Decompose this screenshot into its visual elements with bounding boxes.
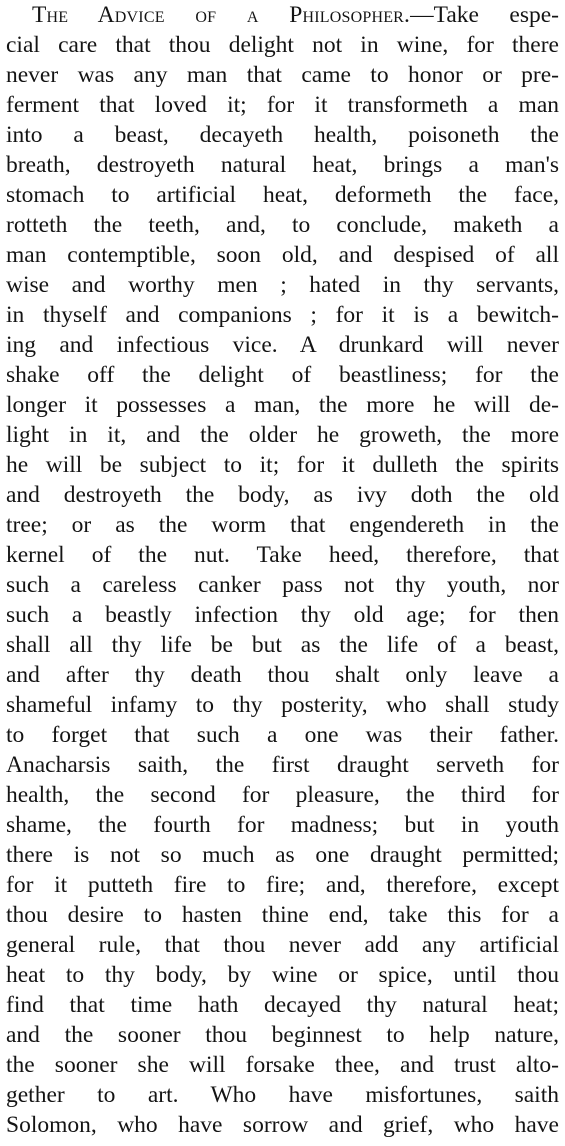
text-line-7: stomach to artificial heat, deformeth the face,	[6, 182, 559, 208]
document-page	[6, 0, 559, 1146]
text-line-15: light in it, and the older he groweth, the more	[6, 422, 559, 448]
article-heading: The Advice of a Philosopher.	[32, 2, 411, 28]
text-line-27: health, the second for pleasure, the third for	[6, 782, 559, 808]
text-line-2: cial care that thou delight not in wine, for there	[6, 32, 559, 58]
text-line-24: shameful infamy to thy posterity, who shall study	[6, 692, 559, 718]
text-line-4: ferment that loved it; for it transformeth a man	[6, 92, 559, 118]
text-line-34: find that time hath decayed thy natural heat;	[6, 992, 559, 1018]
text-line-20: such a careless canker pass not thy youth, nor	[6, 572, 559, 598]
text-line-31: thou desire to hasten thine end, take this for a	[6, 902, 559, 928]
text-line-29: there is not so much as one draught permitted;	[6, 842, 559, 868]
text-line-25: to forget that such a one was their father.	[6, 722, 559, 748]
text-line-16: he will be subject to it; for it dulleth the spirits	[6, 452, 559, 478]
text-line-21: such a beastly infection thy old age; for then	[6, 602, 559, 628]
text-line-9: man contemptible, soon old, and despised of all	[6, 242, 559, 268]
text-line-1	[32, 0, 559, 30]
text-line-13: shake off the delight of beastliness; for the	[6, 362, 559, 388]
text-line-33: heat to thy body, by wine or spice, until thou	[6, 962, 559, 988]
text-line-6: breath, destroyeth natural heat, brings a man's	[6, 152, 559, 178]
text-line-30: for it putteth fire to fire; and, therefore, except	[6, 872, 559, 898]
text-line-36: the sooner she will forsake thee, and trust alto-	[6, 1052, 559, 1078]
text-line-18: tree; or as the worm that engendereth in the	[6, 512, 559, 538]
text-line-12: ing and infectious vice. A drunkard will never	[6, 332, 559, 358]
text-line-23: and after thy death thou shalt only leave a	[6, 662, 559, 688]
text-line-5: into a beast, decayeth health, poisoneth the	[6, 122, 559, 148]
body-text: Take espe-	[433, 2, 559, 28]
text-line-8: rotteth the teeth, and, to conclude, maketh a	[6, 212, 559, 238]
heading-dash: —	[410, 2, 434, 28]
text-line-35: and the sooner thou beginnest to help nature,	[6, 1022, 559, 1048]
text-line-26: Anacharsis saith, the first draught serveth for	[6, 752, 559, 778]
text-line-22: shall all thy life be but as the life of a beast,	[6, 632, 559, 658]
text-line-3: never was any man that came to honor or pre-	[6, 62, 559, 88]
text-line-37: gether to art. Who have misfortunes, saith	[6, 1082, 559, 1108]
text-line-28: shame, the fourth for madness; but in youth	[6, 812, 559, 838]
text-line-10: wise and worthy men ; hated in thy servants,	[6, 272, 559, 298]
text-line-38: Solomon, who have sorrow and grief, who have	[6, 1112, 559, 1138]
text-line-11: in thyself and companions ; for it is a bewitch-	[6, 302, 559, 328]
text-line-17: and destroyeth the body, as ivy doth the old	[6, 482, 559, 508]
text-line-19: kernel of the nut. Take heed, therefore, that	[6, 542, 559, 568]
text-line-14: longer it possesses a man, the more he will de-	[6, 392, 559, 418]
text-line-32: general rule, that thou never add any artificial	[6, 932, 559, 958]
